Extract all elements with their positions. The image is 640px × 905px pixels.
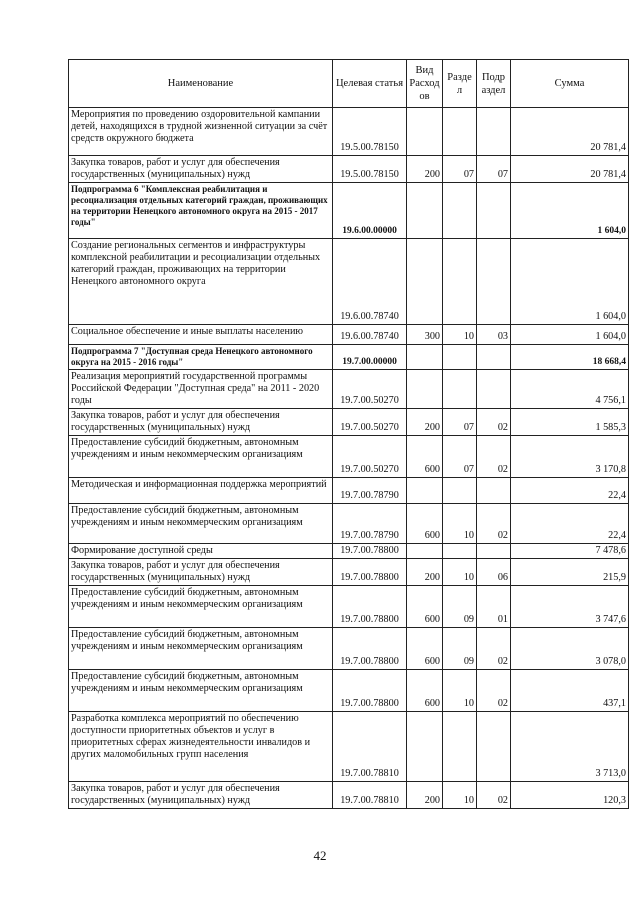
- cell-subsection: 03: [477, 325, 511, 345]
- cell-target: 19.7.00.78790: [333, 504, 407, 544]
- cell-target: 19.6.00.00000: [333, 183, 407, 239]
- cell-target: 19.6.00.78740: [333, 325, 407, 345]
- cell-section: [443, 370, 477, 409]
- cell-section: 10: [443, 782, 477, 809]
- table-row: [69, 504, 629, 544]
- table-row: [69, 544, 629, 559]
- cell-amount: 7 478,6: [511, 544, 629, 559]
- table-row: [69, 478, 629, 504]
- cell-amount: 1 604,0: [511, 239, 629, 325]
- cell-amount: 1 585,3: [511, 409, 629, 436]
- table-row: [69, 183, 629, 239]
- cell-expense-type: [407, 370, 443, 409]
- cell-target: 19.7.00.78800: [333, 559, 407, 586]
- cell-target: 19.7.00.50270: [333, 436, 407, 478]
- cell-section: 10: [443, 559, 477, 586]
- cell-section: 10: [443, 504, 477, 544]
- cell-amount: 1 604,0: [511, 183, 629, 239]
- table-row: [69, 108, 629, 156]
- cell-amount: 4 756,1: [511, 370, 629, 409]
- cell-subsection: 02: [477, 782, 511, 809]
- cell-expense-type: 600: [407, 504, 443, 544]
- cell-subsection: 07: [477, 156, 511, 183]
- cell-subsection: 02: [477, 670, 511, 712]
- cell-amount: 3 713,0: [511, 712, 629, 782]
- cell-subsection: [477, 239, 511, 325]
- cell-name: Формирование доступной среды: [69, 544, 333, 559]
- cell-target: 19.7.00.78810: [333, 712, 407, 782]
- table-row: [69, 239, 629, 325]
- cell-section: [443, 478, 477, 504]
- cell-expense-type: 200: [407, 409, 443, 436]
- cell-target: 19.7.00.50270: [333, 370, 407, 409]
- cell-name: Предоставление субсидий бюджетным, автономным учреждениям и иным некоммерческим организациям: [69, 628, 333, 670]
- header-section: Разде л: [443, 60, 477, 108]
- cell-expense-type: 600: [407, 436, 443, 478]
- cell-subsection: [477, 108, 511, 156]
- cell-name: Создание региональных сегментов и инфраструктуры комплексной реабилитации и ресоциализации отдельных категорий граждан, проживающих на территории Ненецкого автономного округа: [69, 239, 333, 325]
- cell-expense-type: 600: [407, 670, 443, 712]
- cell-name: Реализация мероприятий государственной программы Российской Федерации "Доступная среда" на 2011 - 2020 годы: [69, 370, 333, 409]
- cell-section: [443, 544, 477, 559]
- cell-expense-type: 600: [407, 628, 443, 670]
- cell-subsection: 02: [477, 409, 511, 436]
- cell-expense-type: [407, 345, 443, 370]
- cell-subsection: [477, 345, 511, 370]
- table-row: [69, 325, 629, 345]
- cell-target: 19.7.00.50270: [333, 409, 407, 436]
- cell-name: Социальное обеспечение и иные выплаты населению: [69, 325, 333, 345]
- cell-target: 19.6.00.78740: [333, 239, 407, 325]
- cell-expense-type: 200: [407, 782, 443, 809]
- budget-table: [68, 59, 629, 809]
- table-row: [69, 670, 629, 712]
- cell-expense-type: 200: [407, 156, 443, 183]
- cell-name: Закупка товаров, работ и услуг для обеспечения государственных (муниципальных) нужд: [69, 156, 333, 183]
- header-target: Целевая статья: [333, 60, 407, 108]
- table-row: [69, 409, 629, 436]
- cell-name: Разработка комплекса мероприятий по обеспечению доступности приоритетных объектов и услуг в приоритетных сферах жизнедеятельности инвалидов и других маломобильных групп населения: [69, 712, 333, 782]
- header-expense-type: Вид Расход ов: [407, 60, 443, 108]
- cell-target: 19.7.00.78800: [333, 628, 407, 670]
- cell-target: 19.7.00.78800: [333, 544, 407, 559]
- table-row: [69, 712, 629, 782]
- cell-subsection: 01: [477, 586, 511, 628]
- cell-target: 19.5.00.78150: [333, 156, 407, 183]
- cell-section: [443, 345, 477, 370]
- page-number: 42: [313, 848, 327, 863]
- table-row: [69, 782, 629, 809]
- cell-section: [443, 183, 477, 239]
- cell-amount: 22,4: [511, 478, 629, 504]
- cell-section: 07: [443, 436, 477, 478]
- cell-amount: 20 781,4: [511, 156, 629, 183]
- cell-expense-type: [407, 183, 443, 239]
- cell-section: 09: [443, 586, 477, 628]
- cell-section: [443, 108, 477, 156]
- cell-section: [443, 712, 477, 782]
- table-header-row: [69, 60, 629, 108]
- cell-expense-type: [407, 239, 443, 325]
- cell-name: Подпрограмма 6 "Комплексная реабилитация и ресоциализация отдельных категорий граждан, проживающих на территории Ненецкого автономного округа на 2015 - 2017 годы": [69, 183, 333, 239]
- table-body: [69, 108, 629, 809]
- cell-target: 19.7.00.78790: [333, 478, 407, 504]
- table-row: [69, 586, 629, 628]
- cell-target: 19.5.00.78150: [333, 108, 407, 156]
- table-row: [69, 156, 629, 183]
- cell-subsection: [477, 544, 511, 559]
- cell-expense-type: 200: [407, 559, 443, 586]
- table-row: [69, 559, 629, 586]
- cell-target: 19.7.00.78800: [333, 670, 407, 712]
- cell-amount: 3 747,6: [511, 586, 629, 628]
- header-name: Наименование: [69, 60, 333, 108]
- cell-target: 19.7.00.78800: [333, 586, 407, 628]
- cell-expense-type: 300: [407, 325, 443, 345]
- cell-amount: 215,9: [511, 559, 629, 586]
- cell-section: 10: [443, 670, 477, 712]
- cell-expense-type: [407, 108, 443, 156]
- cell-subsection: [477, 712, 511, 782]
- cell-section: 09: [443, 628, 477, 670]
- cell-name: Предоставление субсидий бюджетным, автономным учреждениям и иным некоммерческим организациям: [69, 670, 333, 712]
- table-row: [69, 345, 629, 370]
- cell-amount: 120,3: [511, 782, 629, 809]
- cell-section: 07: [443, 156, 477, 183]
- cell-subsection: [477, 183, 511, 239]
- table-row: [69, 370, 629, 409]
- cell-amount: 22,4: [511, 504, 629, 544]
- cell-expense-type: 600: [407, 586, 443, 628]
- cell-name: Предоставление субсидий бюджетным, автономным учреждениям и иным некоммерческим организациям: [69, 504, 333, 544]
- header-amount: Сумма: [511, 60, 629, 108]
- header-subsection: Подр аздел: [477, 60, 511, 108]
- cell-amount: 3 170,8: [511, 436, 629, 478]
- cell-amount: 3 078,0: [511, 628, 629, 670]
- cell-section: [443, 239, 477, 325]
- cell-amount: 437,1: [511, 670, 629, 712]
- cell-amount: 18 668,4: [511, 345, 629, 370]
- cell-expense-type: [407, 544, 443, 559]
- cell-target: 19.7.00.00000: [333, 345, 407, 370]
- cell-name: Подпрограмма 7 "Доступная среда Ненецкого автономного округа на 2015 - 2016 годы": [69, 345, 333, 370]
- cell-subsection: 02: [477, 504, 511, 544]
- cell-section: 07: [443, 409, 477, 436]
- cell-subsection: 02: [477, 436, 511, 478]
- cell-subsection: [477, 478, 511, 504]
- cell-amount: 20 781,4: [511, 108, 629, 156]
- table-row: [69, 436, 629, 478]
- cell-expense-type: [407, 478, 443, 504]
- cell-expense-type: [407, 712, 443, 782]
- cell-section: 10: [443, 325, 477, 345]
- cell-subsection: 02: [477, 628, 511, 670]
- table-row: [69, 628, 629, 670]
- cell-name: Закупка товаров, работ и услуг для обеспечения государственных (муниципальных) нужд: [69, 409, 333, 436]
- cell-name: Методическая и информационная поддержка мероприятий: [69, 478, 333, 504]
- cell-amount: 1 604,0: [511, 325, 629, 345]
- cell-name: Предоставление субсидий бюджетным, автономным учреждениям и иным некоммерческим организациям: [69, 586, 333, 628]
- cell-name: Мероприятия по проведению оздоровительной кампании детей, находящихся в трудной жизненной ситуации за счёт средств окружного бюджета: [69, 108, 333, 156]
- cell-name: Закупка товаров, работ и услуг для обеспечения государственных (муниципальных) нужд: [69, 559, 333, 586]
- cell-name: Предоставление субсидий бюджетным, автономным учреждениям и иным некоммерческим организациям: [69, 436, 333, 478]
- cell-subsection: [477, 370, 511, 409]
- cell-target: 19.7.00.78810: [333, 782, 407, 809]
- cell-name: Закупка товаров, работ и услуг для обеспечения государственных (муниципальных) нужд: [69, 782, 333, 809]
- cell-subsection: 06: [477, 559, 511, 586]
